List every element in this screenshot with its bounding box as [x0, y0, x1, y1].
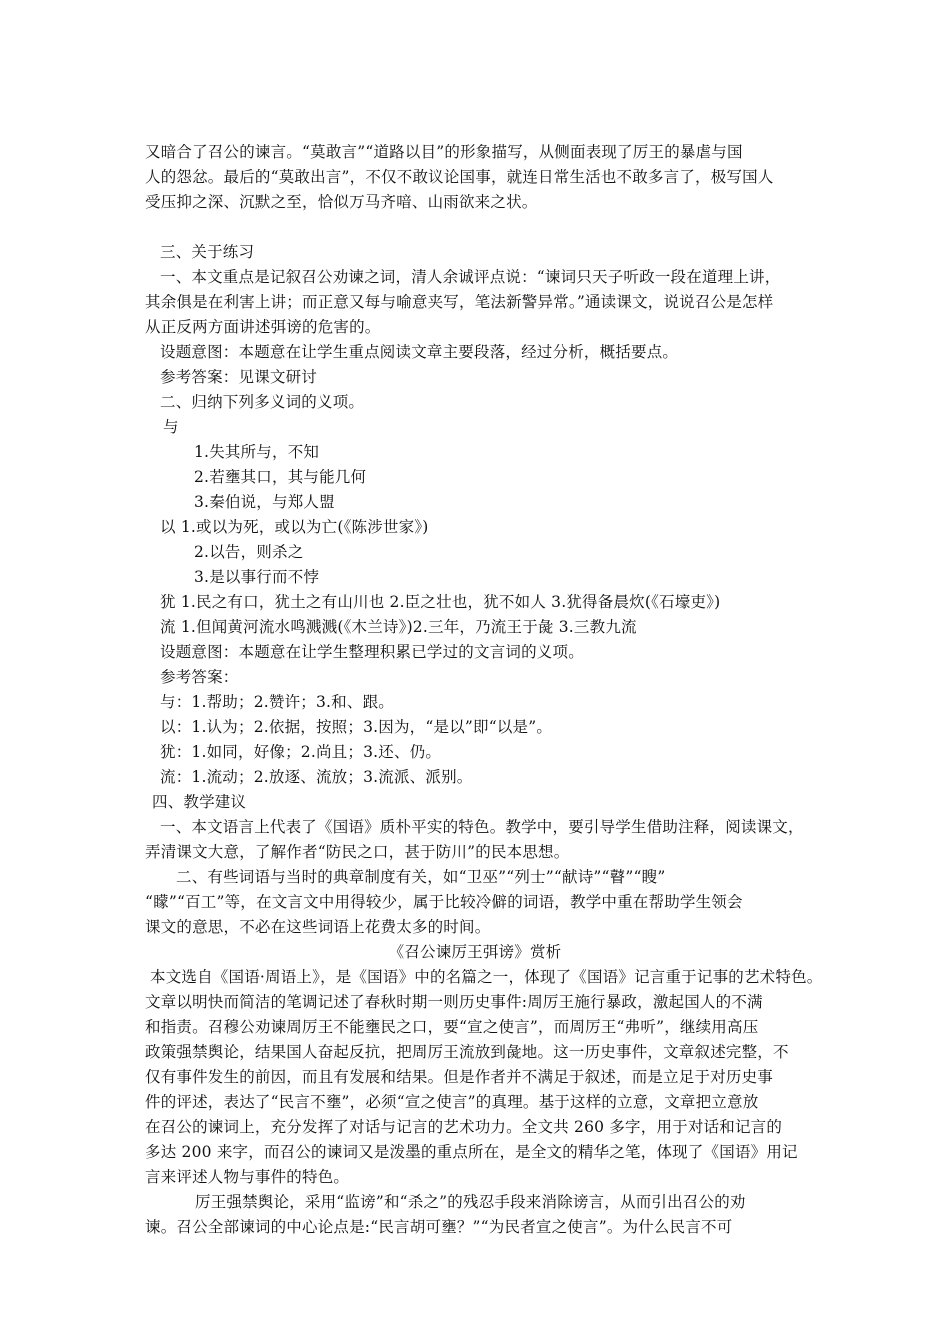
text-line: 参考答案：: [160, 668, 239, 686]
text-line: 2.以告，则杀之: [194, 543, 304, 561]
text-line: 多达 200 来字，而召公的谏词又是泼墨的重点所在，是全文的精华之笔，体现了《国语》用记: [145, 1143, 798, 1161]
text-line: 言来评述人物与事件的特色。: [145, 1168, 350, 1186]
text-line: 一、本文语言上代表了《国语》质朴平实的特色。教学中，要引导学生借助注释，阅读课文，: [160, 818, 804, 836]
text-line: 犹 1.民之有口，犹土之有山川也 2.臣之壮也，犹不如人 3.犹得备晨炊(《石壕吏》): [160, 593, 721, 611]
text-line: 厉王强禁舆论，采用“监谤”和“杀之”的残忍手段来消除谤言，从而引出召公的劝: [195, 1193, 746, 1211]
text-line: 本文选自《国语·周语上》，是《国语》中的名篇之一，体现了《国语》记言重于记事的艺术特色。: [150, 968, 823, 986]
text-line: 流 1.但闻黄河流水鸣溅溅(《木兰诗》)2.三年，乃流王于彘 3.三教九流: [160, 618, 637, 636]
section-title: 《召公谏厉王弭谤》赏析: [388, 943, 562, 961]
text-line: 政策强禁舆论，结果国人奋起反抗，把周厉王流放到彘地。这一历史事件，文章叙述完整，不: [145, 1043, 789, 1061]
text-line: 谏。召公全部谏词的中心论点是:“民言胡可壅？”“为民者宣之使言”。为什么民言不可: [145, 1218, 733, 1236]
text-line: 设题意图：本题意在让学生重点阅读文章主要段落，经过分析，概括要点。: [160, 343, 679, 361]
text-line: 二、有些词语与当时的典章制度有关，如“卫巫”“列士”“献诗”“瞽”“瞍”: [176, 868, 666, 886]
text-line: 人的怨忿。最后的“莫敢出言”，不仅不敢议论国事，就连日常生活也不敢多言了，极写国人: [145, 168, 774, 186]
text-line: 参考答案：见课文研讨: [160, 368, 318, 386]
text-line: 犹：1.如同，好像；2.尚且；3.还、仍。: [160, 743, 442, 761]
text-line: 四、教学建议: [152, 793, 247, 811]
text-line: 和指责。召穆公劝谏周厉王不能壅民之口，要“宣之使言”，而周厉王“弗听”，继续用高压: [145, 1018, 759, 1036]
text-line: 三、关于练习: [160, 243, 255, 261]
text-line: 1.失其所与，不知: [194, 443, 320, 461]
text-line: 流：1.流动；2.放逐、流放；3.流派、派别。: [160, 768, 473, 786]
text-line: 仅有事件发生的前因，而且有发展和结果。但是作者并不满足于叙述，而是立足于对历史事: [145, 1068, 774, 1086]
text-line: 与: [163, 418, 179, 436]
text-line: 以 1.或以为死，或以为亡(《陈涉世家》): [160, 518, 429, 536]
text-line: 受压抑之深、沉默之至，恰似万马齐喑、山雨欲来之状。: [145, 193, 538, 211]
text-line: 二、归纳下列多义词的义项。: [160, 393, 365, 411]
text-line: 从正反两方面讲述弭谤的危害的。: [145, 318, 381, 336]
text-line: 3.是以事行而不悖: [194, 568, 320, 586]
text-line: 2.若壅其口，其与能几何: [194, 468, 367, 486]
text-line: 在召公的谏词上，充分发挥了对话与记言的艺术功力。全文共 260 多字，用于对话和记言的: [145, 1118, 783, 1136]
text-line: 弄清课文大意，了解作者“防民之口，甚于防川”的民本思想。: [145, 843, 570, 861]
text-line: 其余俱是在利害上讲；而正意又每与喻意夹写，笔法新警异常。”通读课文，说说召公是怎样: [145, 293, 774, 311]
text-line: 件的评述，表达了“民言不壅”，必须“宣之使言”的真理。基于这样的立意，文章把立意放: [145, 1093, 759, 1111]
text-line: 文章以明快而简洁的笔调记述了春秋时期一则历史事件:周厉王施行暴政，激起国人的不满: [145, 993, 763, 1011]
text-line: 课文的意思，不必在这些词语上花费太多的时间。: [145, 918, 491, 936]
text-line: 一、本文重点是记叙召公劝谏之词，清人余诚评点说：“谏词只天子听政一段在道理上讲，: [160, 268, 781, 286]
text-line: “矇”“百工”等，在文言文中用得较少，属于比较冷僻的词语，教学中重在帮助学生领会: [145, 893, 743, 911]
text-line: 又暗合了召公的谏言。“莫敢言”“道路以目”的形象描写，从侧面表现了厉王的暴虐与国: [145, 143, 743, 161]
text-line: 以：1.认为；2.依据，按照；3.因为，“是以”即“以是”。: [160, 718, 553, 736]
text-line: 设题意图：本题意在让学生整理积累已学过的文言词的义项。: [160, 643, 584, 661]
text-line: 与：1.帮助；2.赞许；3.和、跟。: [160, 693, 394, 711]
text-line: 3.秦伯说，与郑人盟: [194, 493, 335, 511]
